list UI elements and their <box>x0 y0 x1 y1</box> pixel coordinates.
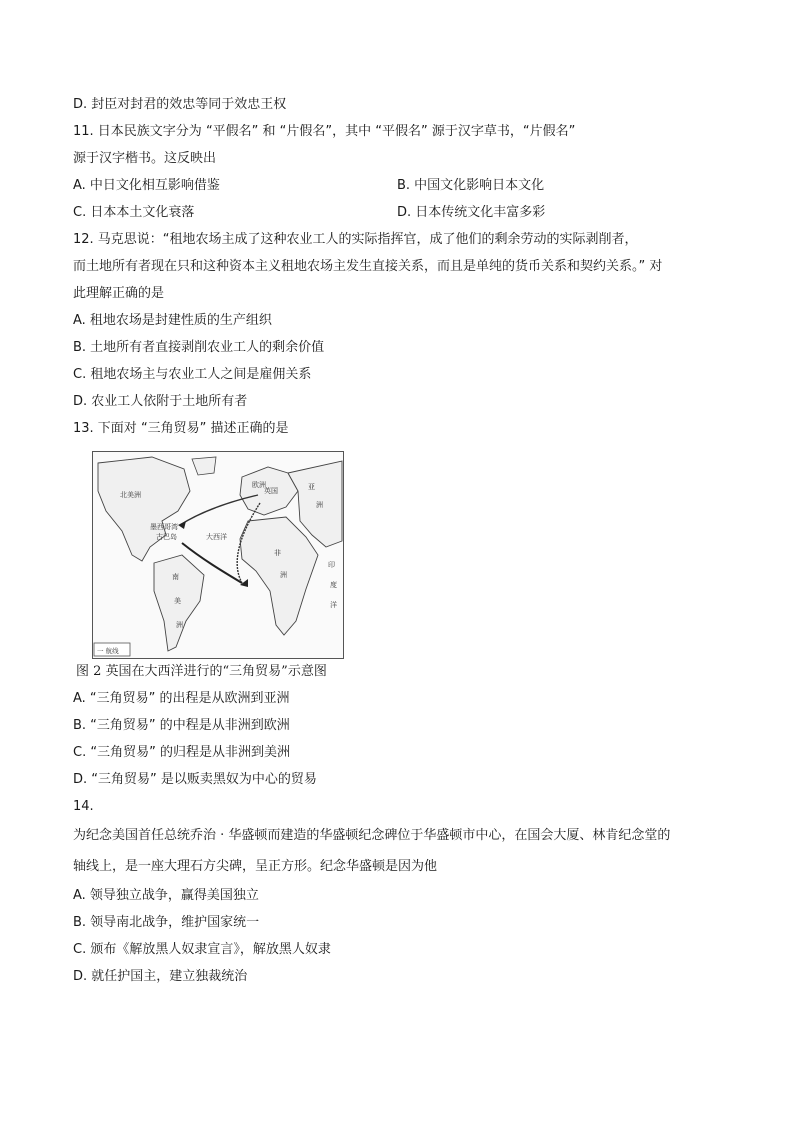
question-12-option-b: B. 土地所有者直接剥削农业工人的剩余价值 <box>73 340 325 355</box>
question-11-option-a: A. 中日文化相互影响借鉴 <box>73 178 220 193</box>
question-14-stem: 为纪念美国首任总统乔治 · 华盛顿而建造的华盛顿纪念碑位于华盛顿市中心，在国会大厦、林肯纪念堂的 <box>73 828 671 843</box>
question-11-stem-cont: 源于汉字楷书。这反映出 <box>73 151 217 166</box>
triangle-trade-map <box>92 451 344 659</box>
map-label-ocean: 洋 <box>330 601 337 609</box>
map-label-america: 美 <box>174 597 181 605</box>
question-11-stem: 11. 日本民族文字分为 “平假名” 和 “片假名”，其中 “平假名” 源于汉字草书，“片假名” <box>73 124 576 139</box>
question-12-option-c: C. 租地农场主与农业工人之间是雇佣关系 <box>73 367 312 382</box>
question-12-stem-cont: 而土地所有者现在只和这种资本主义租地农场主发生直接关系，而且是单纯的货币关系和契约关系。” 对 <box>73 259 663 274</box>
map-legend-label: 一 航线 <box>97 647 119 655</box>
question-12-option-d: D. 农业工人依附于土地所有者 <box>73 394 248 409</box>
question-14-option-d: D. 就任护国主，建立独裁统治 <box>73 969 248 984</box>
map-label-continent: 洲 <box>176 621 183 629</box>
question-13-option-d: D. “三角贸易” 是以贩卖黑奴为中心的贸易 <box>73 772 317 787</box>
question-12-stem: 12. 马克思说：“租地农场主成了这种农业工人的实际指挥官，成了他们的剩余劳动的实际剥削者， <box>73 232 638 247</box>
map-label-north-america: 北美洲 <box>120 491 141 499</box>
question-13-option-b: B. “三角贸易” 的中程是从非洲到欧洲 <box>73 718 290 733</box>
map-label-south: 南 <box>172 573 179 581</box>
question-13-option-c: C. “三角贸易” 的归程是从非洲到美洲 <box>73 745 290 760</box>
question-11-option-d: D. 日本传统文化丰富多彩 <box>397 205 546 220</box>
question-13-stem: 13. 下面对 “三角贸易” 描述正确的是 <box>73 421 289 436</box>
question-14-option-c: C. 颁布《解放黑人奴隶宣言》，解放黑人奴隶 <box>73 942 331 957</box>
question-13-option-a: A. “三角贸易” 的出程是从欧洲到亚洲 <box>73 691 290 706</box>
map-label-asia-2: 洲 <box>316 501 323 509</box>
question-10-option-d: D. 封臣对封君的效忠等同于效忠王权 <box>73 97 287 112</box>
map-label-indian: 印 <box>328 561 335 569</box>
question-14-option-b: B. 领导南北战争，维护国家统一 <box>73 915 260 930</box>
question-12-stem-cont2: 此理解正确的是 <box>73 286 165 301</box>
map-label-cuba: 古巴岛 <box>156 533 177 541</box>
map-label-atlantic: 大西洋 <box>206 533 227 541</box>
question-14-number: 14. <box>73 799 94 814</box>
map-label-europe: 欧洲 <box>252 481 266 489</box>
map-label-indian-2: 度 <box>330 581 337 589</box>
question-11-option-c: C. 日本本土文化衰落 <box>73 205 195 220</box>
question-12-option-a: A. 租地农场是封建性质的生产组织 <box>73 313 272 328</box>
question-13-figure-caption: 图 2 英国在大西洋进行的“三角贸易”示意图 <box>76 664 327 679</box>
question-14-option-a: A. 领导独立战争，赢得美国独立 <box>73 888 259 903</box>
map-label-gulf: 墨西哥湾 <box>150 523 178 531</box>
map-label-asia: 亚 <box>308 483 315 491</box>
question-14-stem-cont: 轴线上，是一座大理石方尖碑，呈正方形。纪念华盛顿是因为他 <box>73 859 438 874</box>
question-11-option-b: B. 中国文化影响日本文化 <box>397 178 545 193</box>
map-label-africa: 非 <box>274 549 281 557</box>
map-label-africa-2: 洲 <box>280 571 287 579</box>
map-label-britain: 英国 <box>264 487 278 495</box>
